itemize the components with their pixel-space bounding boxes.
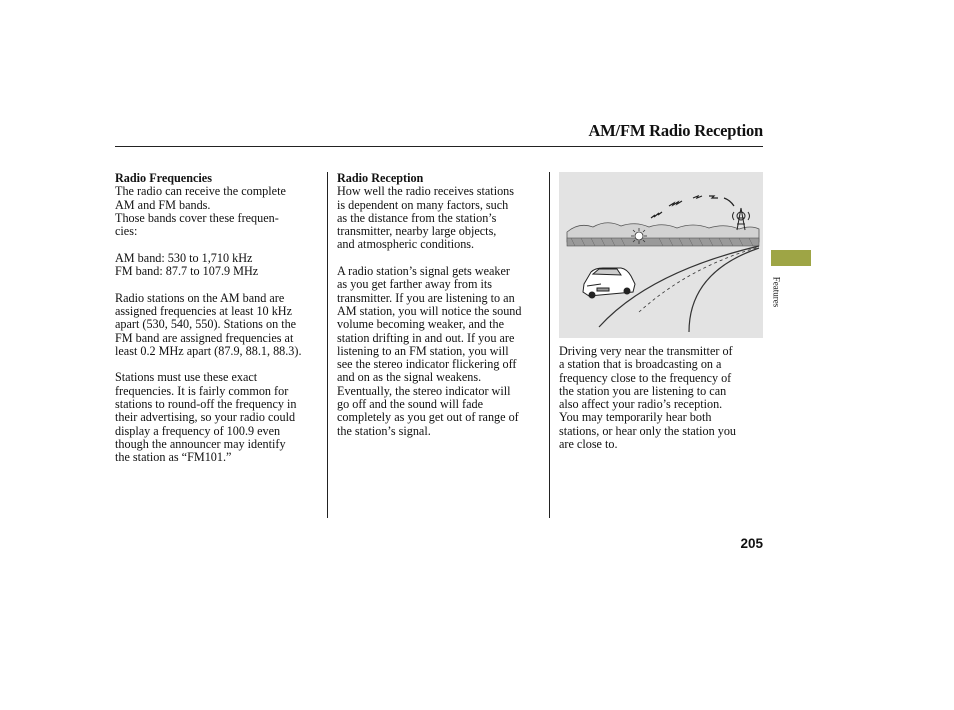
text-line: and on as the signal weakens. xyxy=(337,370,482,385)
column-radio-frequencies xyxy=(115,172,323,465)
section-tab-marker xyxy=(771,250,811,266)
text-line: as you get farther away from its xyxy=(337,277,492,292)
text-line: go off and the sound will fade xyxy=(337,397,483,412)
text-line: You may temporarily hear both xyxy=(559,410,712,425)
text-line: FM band: 87.7 to 107.9 MHz xyxy=(115,264,259,279)
section-tab-label xyxy=(766,270,786,314)
paragraph xyxy=(115,371,323,464)
paragraph xyxy=(337,265,545,438)
text-line: are close to. xyxy=(559,437,618,452)
text-line: listening to an FM station, you will xyxy=(337,343,509,358)
car-icon xyxy=(583,268,635,298)
text-line: frequencies. It is fairly common for xyxy=(115,383,289,398)
text-line: see the stereo indicator flickering off xyxy=(337,357,517,372)
text-line: cies: xyxy=(115,224,138,239)
page-number: 205 xyxy=(740,536,763,551)
paragraph xyxy=(559,345,767,451)
text-line: AM band: 530 to 1,710 kHz xyxy=(115,250,253,265)
text-line: apart (530, 540, 550). Stations on the xyxy=(115,317,297,332)
text-line: and atmospheric conditions. xyxy=(337,237,475,252)
radio-transmitter-tower-icon xyxy=(733,208,750,230)
paragraph xyxy=(115,185,323,212)
text-line: a station that is broadcasting on a xyxy=(559,357,722,372)
text-line: completely as you get out of range of xyxy=(337,410,519,425)
text-line: transmitter. If you are listening to an xyxy=(337,290,515,305)
text-line: station drifting in and out. If you are xyxy=(337,330,515,345)
text-line: display a frequency of 100.9 even xyxy=(115,423,281,438)
text-line: the station as “FM101.” xyxy=(115,450,232,465)
title-rule xyxy=(115,146,763,147)
text-line: stations to round-off the frequency in xyxy=(115,397,297,412)
text-line: A radio station’s signal gets weaker xyxy=(337,264,510,279)
text-line: Radio stations on the AM band are xyxy=(115,290,285,305)
text-line: Those bands cover these frequen- xyxy=(115,210,279,225)
paragraph xyxy=(337,185,545,251)
text-line: stations, or hear only the station you xyxy=(559,423,737,438)
text-line: Stations must use these exact xyxy=(115,370,258,385)
page-title: AM/FM Radio Reception xyxy=(588,121,763,140)
column-radio-reception xyxy=(337,172,545,438)
section-heading-radio-reception: Radio Reception xyxy=(337,171,424,185)
section-tab-text: Features xyxy=(771,276,781,308)
text-line: though the announcer may identify xyxy=(115,436,286,451)
column-divider xyxy=(549,172,550,518)
text-line: the station’s signal. xyxy=(337,423,431,438)
paragraph xyxy=(115,212,323,239)
text-line: the station you are listening to can xyxy=(559,383,727,398)
text-line: assigned frequencies at least 10 kHz xyxy=(115,303,292,318)
text-line: volume becoming weaker, and the xyxy=(337,317,505,332)
text-line: FM band are assigned frequencies at xyxy=(115,330,294,345)
fm-band-range xyxy=(115,265,323,278)
text-line: as the distance from the station’s xyxy=(337,210,497,225)
text-line: How well the radio receives stations xyxy=(337,184,515,199)
text-line: Driving very near the transmitter of xyxy=(559,344,733,358)
text-line: The radio can receive the complete xyxy=(115,184,286,199)
section-heading-radio-frequencies: Radio Frequencies xyxy=(115,171,212,185)
text-line: least 0.2 MHz apart (87.9, 88.1, 88.3). xyxy=(115,343,302,358)
text-line: their advertising, so your radio could xyxy=(115,410,296,425)
radio-reception-illustration xyxy=(559,172,763,338)
text-line: AM and FM bands. xyxy=(115,197,211,212)
column-divider xyxy=(327,172,328,518)
am-band-range xyxy=(115,252,323,265)
text-line: frequency close to the frequency of xyxy=(559,370,732,385)
text-line: is dependent on many factors, such xyxy=(337,197,509,212)
paragraph xyxy=(115,292,323,358)
text-line: also affect your radio’s reception. xyxy=(559,397,723,412)
column-interference xyxy=(559,345,767,451)
radio-wave-icon xyxy=(651,196,734,218)
text-line: Eventually, the stereo indicator will xyxy=(337,383,511,398)
text-line: AM station, you will notice the sound xyxy=(337,303,522,318)
text-line: transmitter, nearby large objects, xyxy=(337,224,497,239)
